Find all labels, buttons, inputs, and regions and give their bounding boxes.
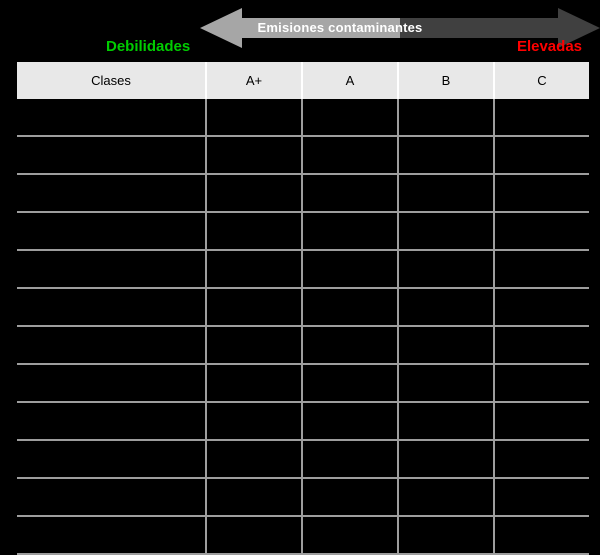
table-row — [17, 99, 589, 137]
cell-a-plus — [206, 326, 302, 364]
cell-a — [302, 402, 398, 440]
cell-a — [302, 364, 398, 402]
caption-high: Elevadas — [516, 38, 582, 55]
caption-weaknesses: Debilidades — [106, 38, 191, 55]
cell-a-plus — [206, 440, 302, 478]
cell-b — [398, 364, 494, 402]
cell-c — [494, 288, 589, 326]
cell-b — [398, 212, 494, 250]
cell-classes — [17, 402, 206, 440]
cell-b — [398, 288, 494, 326]
cell-c — [494, 478, 589, 516]
table-row — [17, 136, 589, 174]
cell-a — [302, 516, 398, 554]
cell-c — [494, 136, 589, 174]
cell-a-plus — [206, 136, 302, 174]
cell-classes — [17, 326, 206, 364]
cell-a-plus — [206, 364, 302, 402]
table-row — [17, 250, 589, 288]
cell-b — [398, 99, 494, 137]
cell-c — [494, 99, 589, 137]
cell-c — [494, 364, 589, 402]
cell-b — [398, 326, 494, 364]
header-classes: Clases — [17, 62, 206, 99]
cell-classes — [17, 174, 206, 212]
cell-a-plus — [206, 212, 302, 250]
table-row — [17, 364, 589, 402]
cell-c — [494, 402, 589, 440]
cell-c — [494, 326, 589, 364]
cell-classes — [17, 250, 206, 288]
cell-a-plus — [206, 478, 302, 516]
cell-classes — [17, 440, 206, 478]
cell-a — [302, 250, 398, 288]
arrow-label: Emisiones contaminantes — [257, 20, 423, 35]
table-row — [17, 174, 589, 212]
cell-a — [302, 326, 398, 364]
cell-a — [302, 478, 398, 516]
cell-a — [302, 136, 398, 174]
header-a: A — [302, 62, 398, 99]
cell-c — [494, 516, 589, 554]
table-row — [17, 288, 589, 326]
cell-a-plus — [206, 288, 302, 326]
cell-a — [302, 99, 398, 137]
cell-b — [398, 516, 494, 554]
table-header-row — [17, 62, 589, 99]
cell-a-plus — [206, 516, 302, 554]
cell-b — [398, 478, 494, 516]
header-b: B — [398, 62, 494, 99]
cell-a-plus — [206, 402, 302, 440]
header-c: C — [494, 62, 589, 99]
cell-a — [302, 440, 398, 478]
cell-classes — [17, 288, 206, 326]
table-head — [17, 62, 589, 99]
cell-b — [398, 174, 494, 212]
efficiency-table-wrapper — [17, 62, 583, 555]
cell-c — [494, 212, 589, 250]
table-row — [17, 440, 589, 478]
cell-b — [398, 402, 494, 440]
table-row — [17, 402, 589, 440]
header-a-plus: A+ — [206, 62, 302, 99]
cell-a — [302, 288, 398, 326]
cell-b — [398, 440, 494, 478]
cell-a — [302, 174, 398, 212]
cell-classes — [17, 212, 206, 250]
table-row — [17, 212, 589, 250]
cell-classes — [17, 364, 206, 402]
cell-c — [494, 250, 589, 288]
cell-a-plus — [206, 250, 302, 288]
emissions-arrow-band — [0, 8, 600, 48]
cell-a — [302, 212, 398, 250]
cell-classes — [17, 516, 206, 554]
cell-c — [494, 174, 589, 212]
cell-a-plus — [206, 174, 302, 212]
cell-c — [494, 440, 589, 478]
cell-b — [398, 136, 494, 174]
table-row — [17, 478, 589, 516]
cell-classes — [17, 136, 206, 174]
table-row — [17, 326, 589, 364]
table-row — [17, 516, 589, 554]
table-body — [17, 99, 589, 555]
efficiency-table — [17, 62, 589, 555]
cell-b — [398, 250, 494, 288]
cell-classes — [17, 99, 206, 137]
cell-classes — [17, 478, 206, 516]
cell-a-plus — [206, 99, 302, 137]
